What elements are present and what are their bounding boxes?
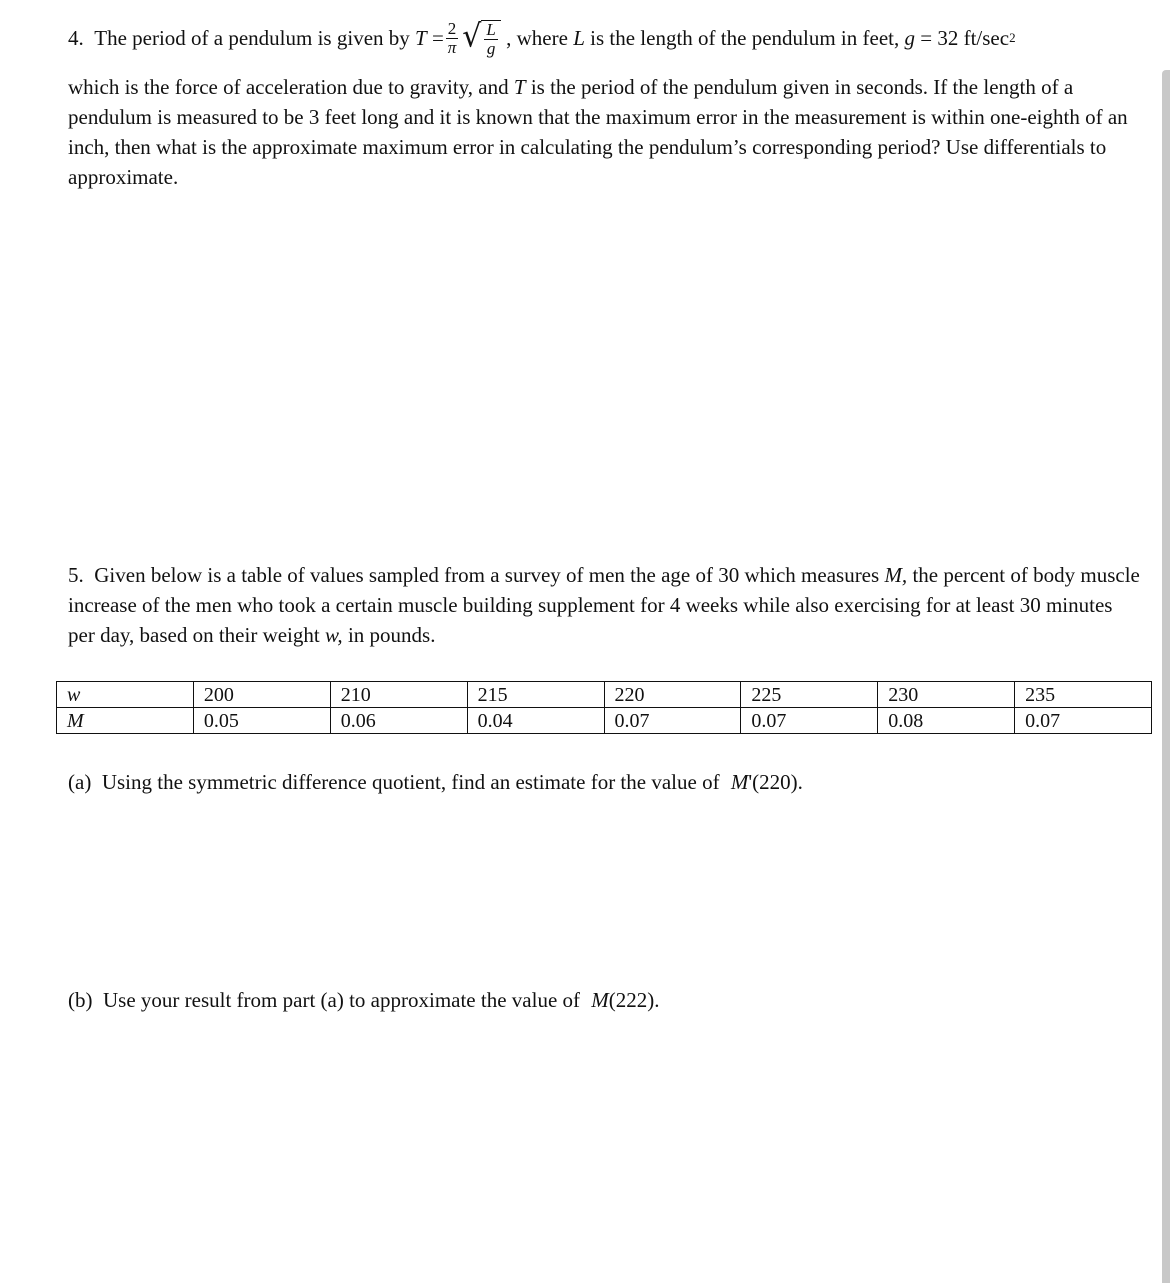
problem-5-text-2: the percent of body muscle increase of the men who took a certain muscle building supplement for 4 weeks while also exercising for at least 30 minutes per day, based on their weight	[68, 563, 1140, 647]
part-a-expression	[731, 770, 798, 794]
table-cell: 215	[467, 682, 604, 708]
scrollbar[interactable]	[1162, 70, 1170, 1283]
part-a-period: .	[797, 770, 803, 794]
table-cell: 0.07	[741, 708, 878, 734]
table-cell: 0.06	[330, 708, 467, 734]
formula-coef-numerator: 2	[447, 18, 457, 38]
problem-5	[68, 560, 1140, 650]
problem-4-number: 4.	[68, 26, 84, 50]
table-cell: 230	[878, 682, 1015, 708]
T-variable: T	[513, 75, 526, 99]
table-cell: 200	[193, 682, 330, 708]
w-variable: w,	[324, 623, 343, 647]
formula-rad-numerator: L	[486, 19, 496, 39]
problem-4-text-2: is the period of the pendulum given in seconds. If the length of a pendulum is measured to be 3 feet long and it is known that the maximum error in the measurement is within one-eighth of an inch, then what is the approximate maximum error in calculating the pendulum’s corresponding period? Use differentials to approximate.	[68, 75, 1128, 189]
part-b-expr-arg: (222)	[608, 988, 655, 1012]
formula-lhs: T	[415, 26, 427, 50]
L-variable: L	[573, 26, 585, 50]
radical-sign-icon: √	[462, 17, 482, 55]
part-a	[68, 767, 803, 797]
part-b-label: (b)	[68, 988, 93, 1012]
table-cell: 0.05	[193, 708, 330, 734]
table-row-w	[57, 682, 1152, 708]
table-row-header: M	[57, 708, 194, 734]
table-cell: 210	[330, 682, 467, 708]
table-cell: 235	[1015, 682, 1152, 708]
part-a-text: Using the symmetric difference quotient, find an estimate for the value of	[101, 770, 720, 794]
problem-5-number: 5.	[68, 563, 84, 587]
part-a-expr-arg: '(220)	[748, 770, 798, 794]
formula-equals: =	[431, 26, 444, 50]
part-b	[68, 985, 660, 1015]
problem-5-text-3: in pounds.	[347, 623, 436, 647]
formula-radical	[462, 19, 501, 58]
table-cell: 0.04	[467, 708, 604, 734]
table-row-M	[57, 708, 1152, 734]
formula-radicand	[481, 20, 500, 58]
part-a-expr-fn: M	[730, 770, 749, 794]
part-a-label: (a)	[68, 770, 92, 794]
formula-rad-denominator: g	[486, 38, 496, 58]
part-b-text: Use your result from part (a) to approximate the value of	[103, 988, 581, 1012]
table-cell: 0.08	[878, 708, 1015, 734]
problem-4-first-line: 4. The period of a pendulum is given by T = $\frac{2}{\pi}$ √ $\frac{L}{g}$ , where L is the length of the pendulum in feet, g = 32 ft/sec 2	[68, 17, 1016, 58]
part-b-period: .	[654, 988, 660, 1012]
problem-4-lead: The period of a pendulum is given by	[94, 26, 410, 50]
table-cell: 0.07	[1015, 708, 1152, 734]
problem-4-text-1: which is the force of acceleration due to gravity, and	[68, 75, 509, 99]
problem-4-body	[68, 72, 1140, 192]
data-table	[56, 681, 1152, 734]
g-value: = 32 ft/sec	[920, 26, 1010, 50]
after-formula: , where	[506, 26, 568, 50]
formula-coef-denominator: π	[447, 37, 457, 57]
problem-5-text-1: Given below is a table of values sampled from a survey of men the age of 30 which measures	[94, 563, 880, 587]
part-b-expr-fn: M	[591, 988, 609, 1012]
g-variable: g	[904, 26, 915, 50]
M-variable: M,	[884, 563, 908, 587]
problem-4	[68, 18, 1140, 192]
table-cell: 220	[604, 682, 741, 708]
table-row-header: w	[57, 682, 194, 708]
table-cell: 225	[741, 682, 878, 708]
formula-coefficient	[446, 20, 459, 57]
after-L: is the length of the pendulum in feet,	[590, 26, 900, 50]
table-cell: 0.07	[604, 708, 741, 734]
part-b-expression	[591, 988, 654, 1012]
